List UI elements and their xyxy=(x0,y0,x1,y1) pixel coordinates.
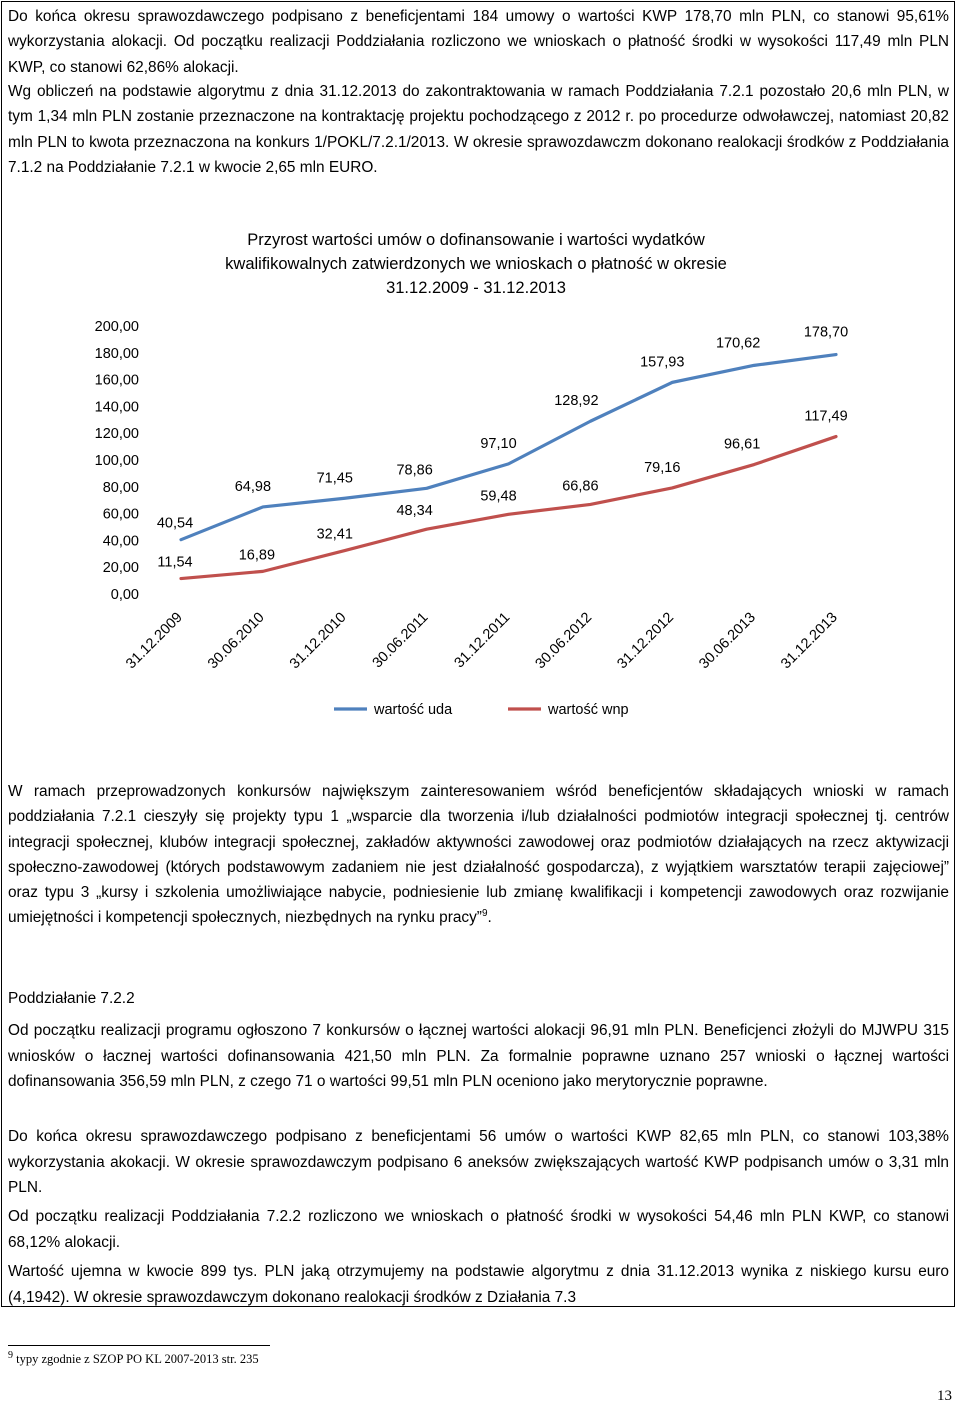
y-tick-label: 0,00 xyxy=(110,587,139,603)
paragraph-beneficiary-interest: W ramach przeprowadzonych konkursów największym zainteresowaniem wśród beneficjentów składających wnioski w ramach poddziałania 7.2.1 cieszyły się projekty typu 1 „wsparcie dla tworzenia i/lub działalności podmiotów integracji społecznej tj. centrów integracji społecznej, klubów integracji społecznej, zakładów aktywności zawodowej oraz podmiotów działających na rzecz aktywizacji społeczno-zawodowej (których podstawowym zadaniem nie jest działalność gospodarcza), z wyjątkiem warsztatów terapii zajęciowej” oraz typu 3 „kursy i szkolenia umożliwiające nabycie, podniesienie lub zmianę kwalifikacji i kompetencji zawodowych oraz rozwijanie umiejętności i kompetencji społecznych, niezbędnych na rynku pracy”$^9$. xyxy=(8,783,949,927)
data-label: 117,49 xyxy=(804,408,848,425)
data-label: 79,16 xyxy=(644,459,681,476)
x-tick-label: 30.06.2011 xyxy=(369,609,432,672)
chart-series xyxy=(181,355,836,579)
paragraph-competitions: Od początku realizacji programu ogłoszono 7 konkursów o łącznej wartości alokacji 96,91 mln PLN. Beneficjenci złożyli do MJWPU 315 wniosków o łacznej wartości dofinansowania 421,50 mln PLN. Za formalnie poprawne uznano 257 wnioski o łącznej wartości dofinansowania 356,59 mln PLN, z czego 71 o wartości 99,51 mln PLN oceniono jako merytorycznie poprawne. xyxy=(8,1022,949,1091)
data-label: 11,54 xyxy=(157,554,193,571)
footnote-reference[interactable]: 9 xyxy=(481,908,488,920)
x-axis xyxy=(123,610,841,673)
data-label: 97,10 xyxy=(480,435,517,452)
x-tick-label: 31.12.2012 xyxy=(614,609,678,673)
y-tick-label: 160,00 xyxy=(94,372,139,389)
data-label: 48,34 xyxy=(396,503,433,520)
data-label: 59,48 xyxy=(480,488,517,505)
legend-label: wartość wnp xyxy=(548,702,629,718)
data-label: 71,45 xyxy=(316,470,353,487)
data-label: 66,86 xyxy=(562,478,599,495)
x-tick-label: 31.12.2009 xyxy=(123,609,186,673)
line-chart xyxy=(76,216,886,740)
data-label: 32,41 xyxy=(316,526,353,543)
y-tick-label: 20,00 xyxy=(102,560,139,577)
data-label: 96,61 xyxy=(723,436,761,453)
paragraph-payment-claims: Od początku realizacji Poddziałania 7.2.2 rozliczono we wnioskach o płatność środki w wysokości 54,46 mln PLN KWP, co stanowi 68,12% alokacji. xyxy=(8,1208,949,1251)
data-label: 16,89 xyxy=(238,547,276,564)
paragraph-contract-summary: Do końca okresu sprawozdawczego podpisano z beneficjentami 184 umowy o wartości KWP 178,70 mln PLN, co stanowi 95,61% wykorzystania alokacji. Od początku realizacji Poddziałania rozliczono we wnioskach o płatność środki w wysokości 117,49 mln PLN KWP, co stanowi 62,86% alokacji. xyxy=(8,8,949,76)
data-label: 170,62 xyxy=(715,335,761,352)
x-tick-label: 30.06.2012 xyxy=(532,609,596,673)
chart-legend xyxy=(334,702,629,718)
y-tick-label: 200,00 xyxy=(94,319,139,335)
paragraph-negative-value: Wartość ujemna w kwocie 899 tys. PLN jaką otrzymujemy na podstawie algorytmu z dnia 31.12.2013 wynika z niskiego kursu euro (4,1942). W okresie sprawozdawczym dokonano realokacji środków z Działania 7.3 xyxy=(8,1263,949,1306)
footnote-divider xyxy=(8,1345,270,1346)
chart-title-line: Przyrost wartości umów o dofinansowanie i wartości wydatków xyxy=(247,231,705,249)
series-line-wnp xyxy=(181,437,836,579)
x-tick-label: 30.06.2010 xyxy=(205,609,268,673)
chart-title-line: kwalifikowalnych zatwierdzonych we wnioskach o płatność w okresie xyxy=(225,255,727,273)
legend-label: wartość uda xyxy=(374,702,453,718)
data-label: 64,98 xyxy=(234,478,272,495)
chart-title-line: 31.12.2009 - 31.12.2013 xyxy=(386,279,566,297)
footnote-number: 9 xyxy=(8,1349,13,1361)
paragraph-remaining-allocation: Wg obliczeń na podstawie algorytmu z dnia 31.12.2013 do zakontraktowania w ramach Poddziałania 7.2.1 pozostało 20,6 mln PLN, w tym 1,34 mln PLN zostanie przeznaczone na kontraktację projektu pochodzącego z 2012 r. po procedurze odwoławczej, natomiast 20,82 mln PLN to kwota przeznaczona na konkurs 1/POKL/7.2.1/2013. W okresie sprawozdawczm dokonano realokacji środków z Poddziałania 7.1.2 na Poddziałanie 7.2.1 w kwocie 2,65 mln EURO. xyxy=(8,83,949,176)
x-tick-label: 31.12.2013 xyxy=(778,609,841,673)
data-label: 128,92 xyxy=(554,393,599,410)
data-label: 78,86 xyxy=(396,462,433,479)
x-tick-label: 30.06.2013 xyxy=(696,609,759,673)
y-tick-label: 180,00 xyxy=(94,345,139,362)
y-axis xyxy=(95,319,139,603)
y-tick-label: 140,00 xyxy=(94,399,139,416)
section-heading: Poddziałanie 7.2.2 xyxy=(8,990,135,1007)
x-tick-label: 31.12.2011 xyxy=(451,609,514,672)
y-tick-label: 60,00 xyxy=(102,506,139,523)
y-tick-label: 80,00 xyxy=(102,479,139,496)
data-label: 178,70 xyxy=(803,324,849,341)
footnote: $^9$ typy zgodnie z SZOP PO KL 2007-2013 str. 235 xyxy=(8,1349,259,1366)
page-number: 13 xyxy=(937,1388,952,1404)
x-tick-label: 31.12.2010 xyxy=(286,609,350,673)
chart-title xyxy=(225,231,727,297)
data-label: 157,93 xyxy=(640,354,685,371)
y-tick-label: 100,00 xyxy=(94,453,139,469)
chart-data-labels xyxy=(157,325,848,571)
paragraph-signed-contracts: Do końca okresu sprawozdawczego podpisano z beneficjentami 56 umów o wartości KWP 82,65 mln PLN, co stanowi 103,38% wykorzystania akokacji. W okresie sprawozdawczym podpisano 6 aneksów zwiększających wartość KWP podpisanch umów o 3,31 mln PLN. xyxy=(8,1128,949,1197)
y-tick-label: 40,00 xyxy=(102,533,139,550)
data-label: 40,54 xyxy=(156,515,194,532)
y-tick-label: 120,00 xyxy=(94,426,139,443)
